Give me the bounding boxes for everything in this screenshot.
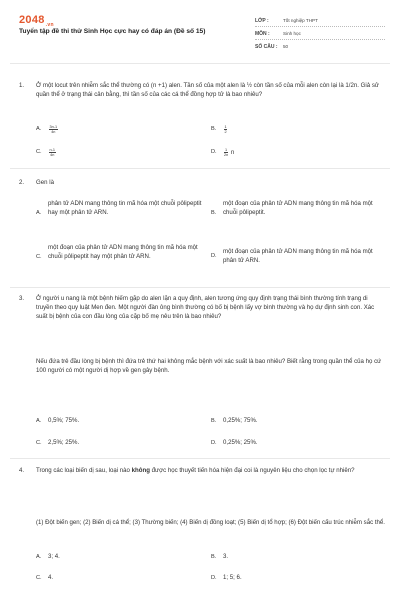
question-number: 3. [19,295,25,302]
meta-value: Tốt nghiệp THPT [283,18,318,23]
option-letter: A. [36,126,42,132]
question-number: 1. [19,82,25,89]
option-letter: A. [36,554,42,560]
option-letter: C. [36,254,42,260]
meta-label: LỚP : [255,18,269,24]
option-letter: D. [211,440,217,446]
option-text: một đoạn của phân tử ADN mang thông tin mã hóa một chuỗi pôlipeptit hay một phân tử ARN. [48,244,198,260]
option-b[interactable] [211,200,383,230]
question-text: Gen là [36,179,54,186]
divider [255,26,385,27]
option-text: $\frac{n-1}{4n}$ [49,148,55,157]
question-text-end: được học thuyết tiến hóa hiện đại coi là nguyên liệu cho chọn lọc tự nhiên? [151,467,355,474]
option-text: 3; 4. [48,553,60,560]
option-letter: C. [36,440,42,446]
question-text: Ở người u nang là một bệnh hiếm gặp do alen lặn a quy định, alen tương ứng quy định trạng thái bình thường tính trạng di truyền theo quy luật Men đen. Một người đàn ông bình thường có bố bị bệnh lấy vợ bình thường và họ dự định sinh con. Xác suất bị bệnh của con đầu lòng của cặp bố mẹ nêu trên là bao nhiêu? [36,295,375,320]
option-d[interactable] [211,574,381,584]
option-text: 0,5%; 75%. [48,417,80,424]
option-d[interactable] [211,248,383,270]
option-c[interactable] [36,148,206,158]
option-letter: C. [36,575,42,581]
option-a[interactable] [36,125,206,135]
option-letter: D. [211,253,217,259]
question-text-continued: Nếu đứa trẻ đầu lòng bị bệnh thì đứa trẻ thứ hai không mắc bệnh với xác suất là bao nhiêu? Biết rằng trong quần thể của họ cứ 100 người có một người dị hợp về gen gây bệnh. [36,358,382,374]
question-number: 4. [19,467,25,474]
option-b[interactable] [211,125,381,135]
question-2 [19,178,385,283]
divider [10,168,390,169]
option-text: 3. [223,553,229,560]
question-3 [19,294,385,454]
question-1 [19,81,385,161]
option-letter: B. [211,554,217,560]
option-a[interactable] [36,200,208,230]
question-text-emphasis: không [131,467,150,474]
logo-suffix: .vn [45,22,54,29]
option-a[interactable] [36,553,206,563]
option-letter: B. [211,210,217,216]
option-c[interactable] [36,439,206,449]
meta-subject [255,31,385,37]
option-text: phân tử ADN mang thông tin mã hóa một chuỗi pôlipeptit hay một phân tử ARN. [48,200,202,216]
option-text: 2,5%; 25%. [48,439,80,446]
meta-value: 50 [283,44,289,49]
question-text-start: Trong các loại biến dị sau, loại nào [36,467,130,474]
option-letter: D. [211,575,217,581]
option-text: 0,25%; 75%. [223,417,258,424]
option-b[interactable] [211,553,381,563]
logo-text: 2048 [19,14,45,26]
divider [10,287,390,288]
option-text: $\frac{1}{2}$ [224,125,227,134]
meta-value: Sinh học [283,31,301,36]
option-text: 1; 5; 6. [223,574,242,581]
option-c[interactable] [36,574,206,584]
option-text: một đoạn của phân tử ADN mang thông tin mã hóa một chuỗi pôlipeptit. [223,200,373,216]
divider [255,39,385,40]
divider [10,63,390,64]
option-letter: B. [211,126,217,132]
option-letter: A. [36,210,42,216]
question-text: Ở một locut trên nhiễm sắc thể thường có (n +1) alen. Tần số của một alen là ½ còn tần số của mỗi alen còn lại là 1/2n. Giả sử quần thể ở trạng thái cân bằng, thì tần số của các cá thể đồng hợp tử là bao nhiêu? [36,82,379,98]
document-title: Tuyển tập đề thi thử Sinh Học cực hay có đáp án (Đề số 15) [19,28,206,35]
question-text [36,466,385,475]
option-text: $\frac{3n-1}{4n}$ [49,125,58,134]
divider [10,458,390,459]
meta-count [255,44,385,50]
option-c[interactable] [36,244,208,274]
question-4 [19,466,385,591]
option-letter: A. [36,418,42,424]
meta-label: MÔN : [255,31,270,37]
option-b[interactable] [211,417,381,427]
option-d[interactable] [211,148,381,158]
option-text: một đoạn của phân tử ADN mang thông tin mã hóa một phân tử ARN. [223,248,373,264]
option-letter: C. [36,149,42,155]
option-a[interactable] [36,417,206,427]
option-d[interactable] [211,439,381,449]
meta-label: SỐ CÂU : [255,44,278,50]
option-letter: D. [211,149,217,155]
option-letter: B. [211,418,217,424]
question-text-continued: (1) Đột biến gen; (2) Biến dị cá thể; (3) Thường biến; (4) Biến dị đồng loạt; (5) Biến dị tổ hợp; (6) Đột biến cấu trúc nhiễm sắc thể. [36,519,385,526]
question-number: 2. [19,179,25,186]
option-text: 0,25%; 25%. [223,439,258,446]
option-text: 4. [48,574,54,581]
option-text: $\frac{1}{2n}$ n [224,148,235,157]
meta-class [255,18,385,24]
